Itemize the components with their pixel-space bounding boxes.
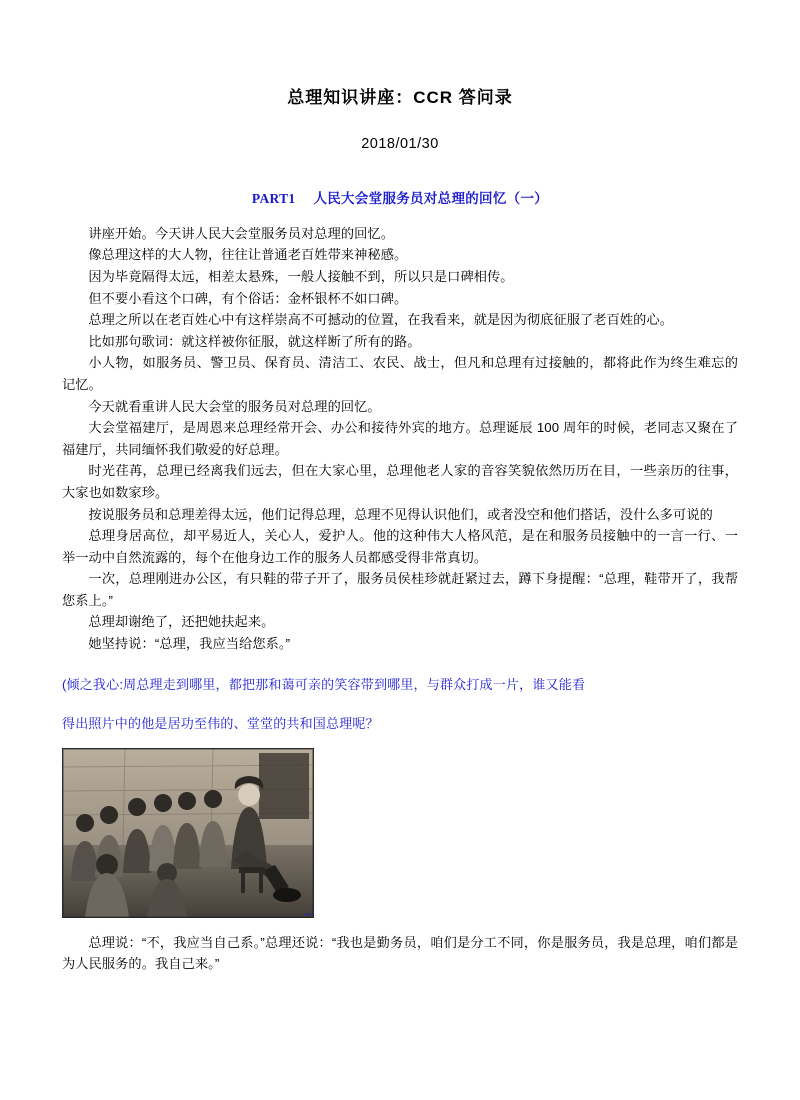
paragraph: 但不要小看这个口碑，有个俗话：金杯银杯不如口碑。 xyxy=(88,290,408,306)
paragraph: 时光荏苒，总理已经离我们远去，但在大家心里，总理他老人家的音容笑貌依然历历在目，一些亲历的往事，大家也如数家珍。 xyxy=(62,463,738,500)
paragraph: 总理却谢绝了，还把她扶起来。 xyxy=(88,614,275,630)
paragraph: 讲座开始。今天讲人民大会堂服务员对总理的回忆。 xyxy=(88,225,395,241)
paragraph: 一次，总理刚进办公区，有只鞋的带子开了，服务员侯桂珍就赶紧过去，蹲下身提醒：“总理，鞋带开了，我帮您系上。” xyxy=(62,571,738,608)
part-heading xyxy=(62,187,738,207)
paragraph: 像总理这样的大人物，往往让普通老百姓带来神秘感。 xyxy=(88,247,408,263)
paragraph: 小人物，如服务员、警卫员、保育员、清洁工、农民、战士，但凡和总理有过接触的，都将此作为终生难忘的记忆。 xyxy=(62,355,738,392)
historical-photo xyxy=(62,748,314,921)
paragraph: 按说服务员和总理差得太远，他们记得总理，总理不见得认识他们，或者没空和他们搭话，没什么多可说的 xyxy=(88,506,713,522)
document-date: 2018/01/30 xyxy=(361,135,439,152)
paragraph: 今天就看重讲人民大会堂的服务员对总理的回忆。 xyxy=(88,398,381,414)
part-title: 人民大会堂服务员对总理的回忆（一） xyxy=(313,190,549,206)
page-title: 总理知识讲座：CCR 答问录 xyxy=(287,88,513,107)
annotation-line-2: 得出照片中的他是居功至伟的、堂堂的共和国总理呢？ xyxy=(62,715,379,731)
paragraph: 她坚持说：“总理，我应当给您系。” xyxy=(88,636,291,652)
photo-container xyxy=(62,748,314,921)
part-number: PART1 xyxy=(251,190,296,206)
photo-marker-icon: ⌐ xyxy=(305,906,313,921)
paragraph: 比如那句歌词：就这样被你征服，就这样断了所有的路。 xyxy=(88,333,421,349)
photo-illustration xyxy=(63,749,313,917)
annotation-line-1: (倾之我心:周总理走到哪里，都把那和蔼可亲的笑容带到哪里，与群众打成一片，谁又能看 xyxy=(62,676,586,692)
paragraph: 总理之所以在老百姓心中有这样崇高不可撼动的位置，在我看来，就是因为彻底征服了老百姓的心。 xyxy=(88,312,674,328)
paragraph: 总理身居高位，却平易近人，关心人，爱护人。他的这种伟大人格风范，是在和服务员接触中的一言一行、一举一动中自然流露的，每个在他身边工作的服务人员都感受得非常真切。 xyxy=(62,528,738,565)
paragraph: 因为毕竟隔得太远，相差太悬殊，一般人接触不到，所以只是口碑相传。 xyxy=(88,268,514,284)
paragraph: 大会堂福建厅，是周恩来总理经常开会、办公和接待外宾的地方。总理诞辰 100 周年的时候，老同志又聚在了福建厅，共同缅怀我们敬爱的好总理。 xyxy=(62,420,738,457)
body-text-after-photo xyxy=(62,932,738,975)
paragraph: 总理说：“不，我应当自己系。”总理还说：“我也是勤务员，咱们是分工不同，你是服务员，我是总理，咱们都是为人民服务的。我自己来。” xyxy=(62,934,738,972)
body-text xyxy=(62,223,738,655)
